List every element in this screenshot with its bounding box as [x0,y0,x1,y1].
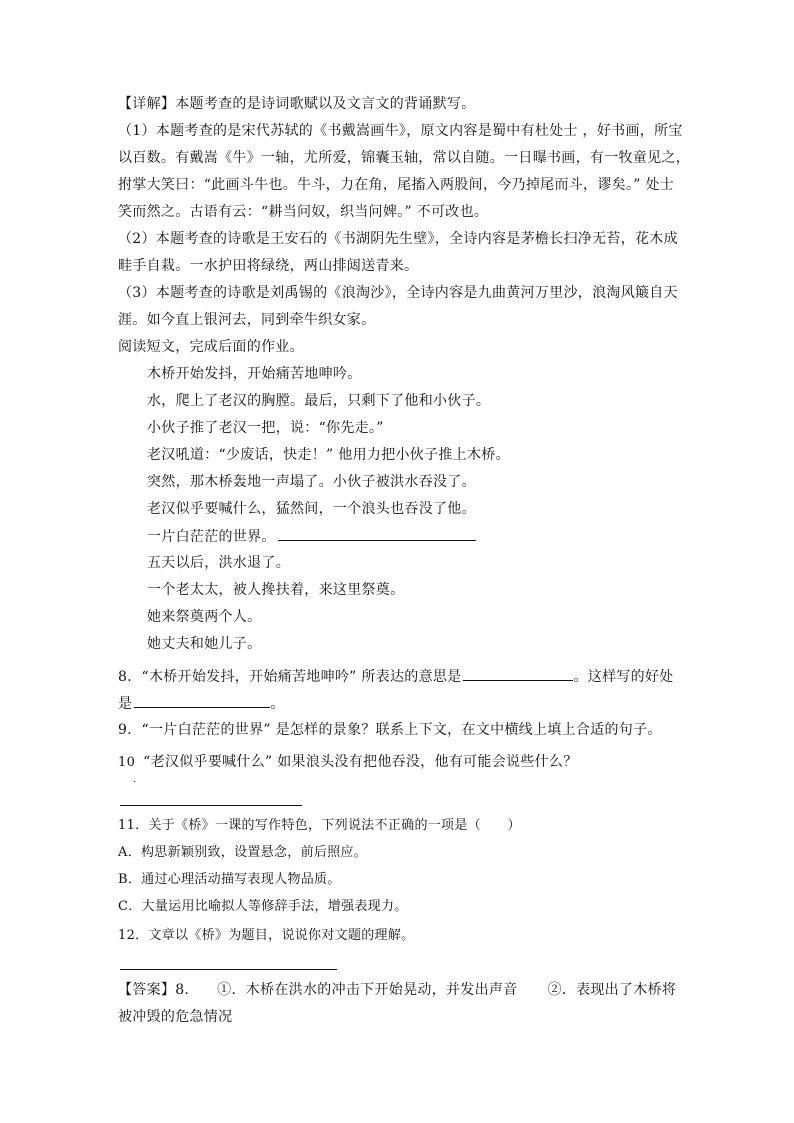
story-line: 小伙子推了老汉一把，说：“你先走。” [147,420,384,436]
story-line: 老汉似乎要喊什么，猛然间，一个浪头也吞没了他。 [147,501,476,517]
explanation-p2-line2: 畦手自栽。一水护田将绿绕，两山排闼送青来。 [118,258,419,274]
explanation-p3-line2: 涯。如今直上银河去，同到牵牛织女家。 [118,312,376,328]
separator-line [120,969,337,970]
question-8-text-end: 。 [270,696,285,712]
question-11-option-b: B．通过心理活动描写表现人物品质。 [118,872,341,887]
answer-line2: 被冲毁的危急情况 [118,1009,233,1025]
question-10 [118,752,578,773]
question-11-option-c: C．大量运用比喻拟人等修辞手法，增强表现力。 [118,899,408,914]
fill-blank[interactable] [134,693,270,708]
answer-label: 【答案】8. [118,982,190,998]
question-9: 9．“一片白茫茫的世界” 是怎样的景象？联系上下文，在文中横线上填上合适的句子。 [118,722,662,738]
explanation-p2-line1: （2）本题考查的诗歌是王安石的《书湖阴先生壁》，全诗内容是茅檐长扫净无苔，花木成 [118,231,678,247]
explanation-p1-line1: （1）本题考查的是宋代苏轼的《书戴嵩画牛》，原文内容是蜀中有杜处士 ，好书画，所宝 [118,123,683,139]
story-line: 她来祭奠两个人。 [147,609,262,625]
question-10-dot: ． [133,774,143,785]
story-line: 老汉吼道：“少废话，快走！” 他用力把小伙子推上木桥。 [147,447,510,463]
story-line: 突然，那木桥轰地一声塌了。小伙子被洪水吞没了。 [147,474,476,490]
question-10-text: “老汉似乎要喊什么” 如果浪头没有把他吞没，他有可能会说些什么？ [143,754,578,770]
question-8-line2 [118,693,285,714]
question-8-text-cont: 。这样写的好处 [573,669,674,685]
fill-blank[interactable] [278,526,476,541]
answer-part1: ①．木桥在洪水的冲击下开始晃动，并发出声音 [217,982,518,998]
question-10-number: 10 [118,755,136,770]
story-line: 五天以后，洪水退了。 [147,555,290,571]
question-8-line1 [118,666,674,687]
answer-part2: ②．表现出了木桥将 [547,982,677,998]
story-line: 她丈夫和她儿子。 [147,636,262,652]
explanation-p1-line2: 以百数。有戴嵩《牛》一轴，尤所爱，锦囊玉轴，常以自随。一日曝书画，有一牧童见之， [118,150,690,166]
question-8-text-cont: 是 [118,696,133,712]
question-11-option-a: A．构思新颖别致，设置悬念，前后照应。 [118,845,368,860]
explanation-p3-line1: （3）本题考查的诗歌是刘禹锡的《浪淘沙》，全诗内容是九曲黄河万里沙，浪淘风簸自天 [118,285,678,301]
answer-line[interactable] [120,805,302,806]
explanation-header: 【详解】本题考查的是诗词歌赋以及文言文的背诵默写。 [118,96,476,112]
question-8-text: 8．“木桥开始发抖，开始痛苦地呻吟” 所表达的意思是 [118,669,462,685]
explanation-p1-line4: 笑而然之。古语有云：“耕当问奴，织当问婢。” 不可改也。 [118,204,489,220]
explanation-p1-line3: 拊掌大笑曰：“此画斗牛也。牛斗，力在角，尾搐入两股间，今乃掉尾而斗，谬矣。” 处士 [118,177,675,193]
story-line: 木桥开始发抖，开始痛苦地呻吟。 [147,366,362,382]
story-line: 水，爬上了老汉的胸膛。最后，只剩下了他和小伙子。 [147,393,491,409]
answer-line1 [118,980,676,1000]
question-12: 12．文章以《桥》为题目，说说你对文题的理解。 [118,928,415,943]
story-line-with-blank [147,526,476,547]
fill-blank[interactable] [463,666,573,681]
story-line: 一片白茫茫的世界。 [147,529,276,545]
reading-instruction: 阅读短文，完成后面的作业。 [118,339,304,355]
story-line: 一个老太太，被人搀扶着，来这里祭奠。 [147,582,405,598]
question-11: 11．关于《桥》一课的写作特色，下列说法不正确的一项是（ ） [118,818,521,833]
